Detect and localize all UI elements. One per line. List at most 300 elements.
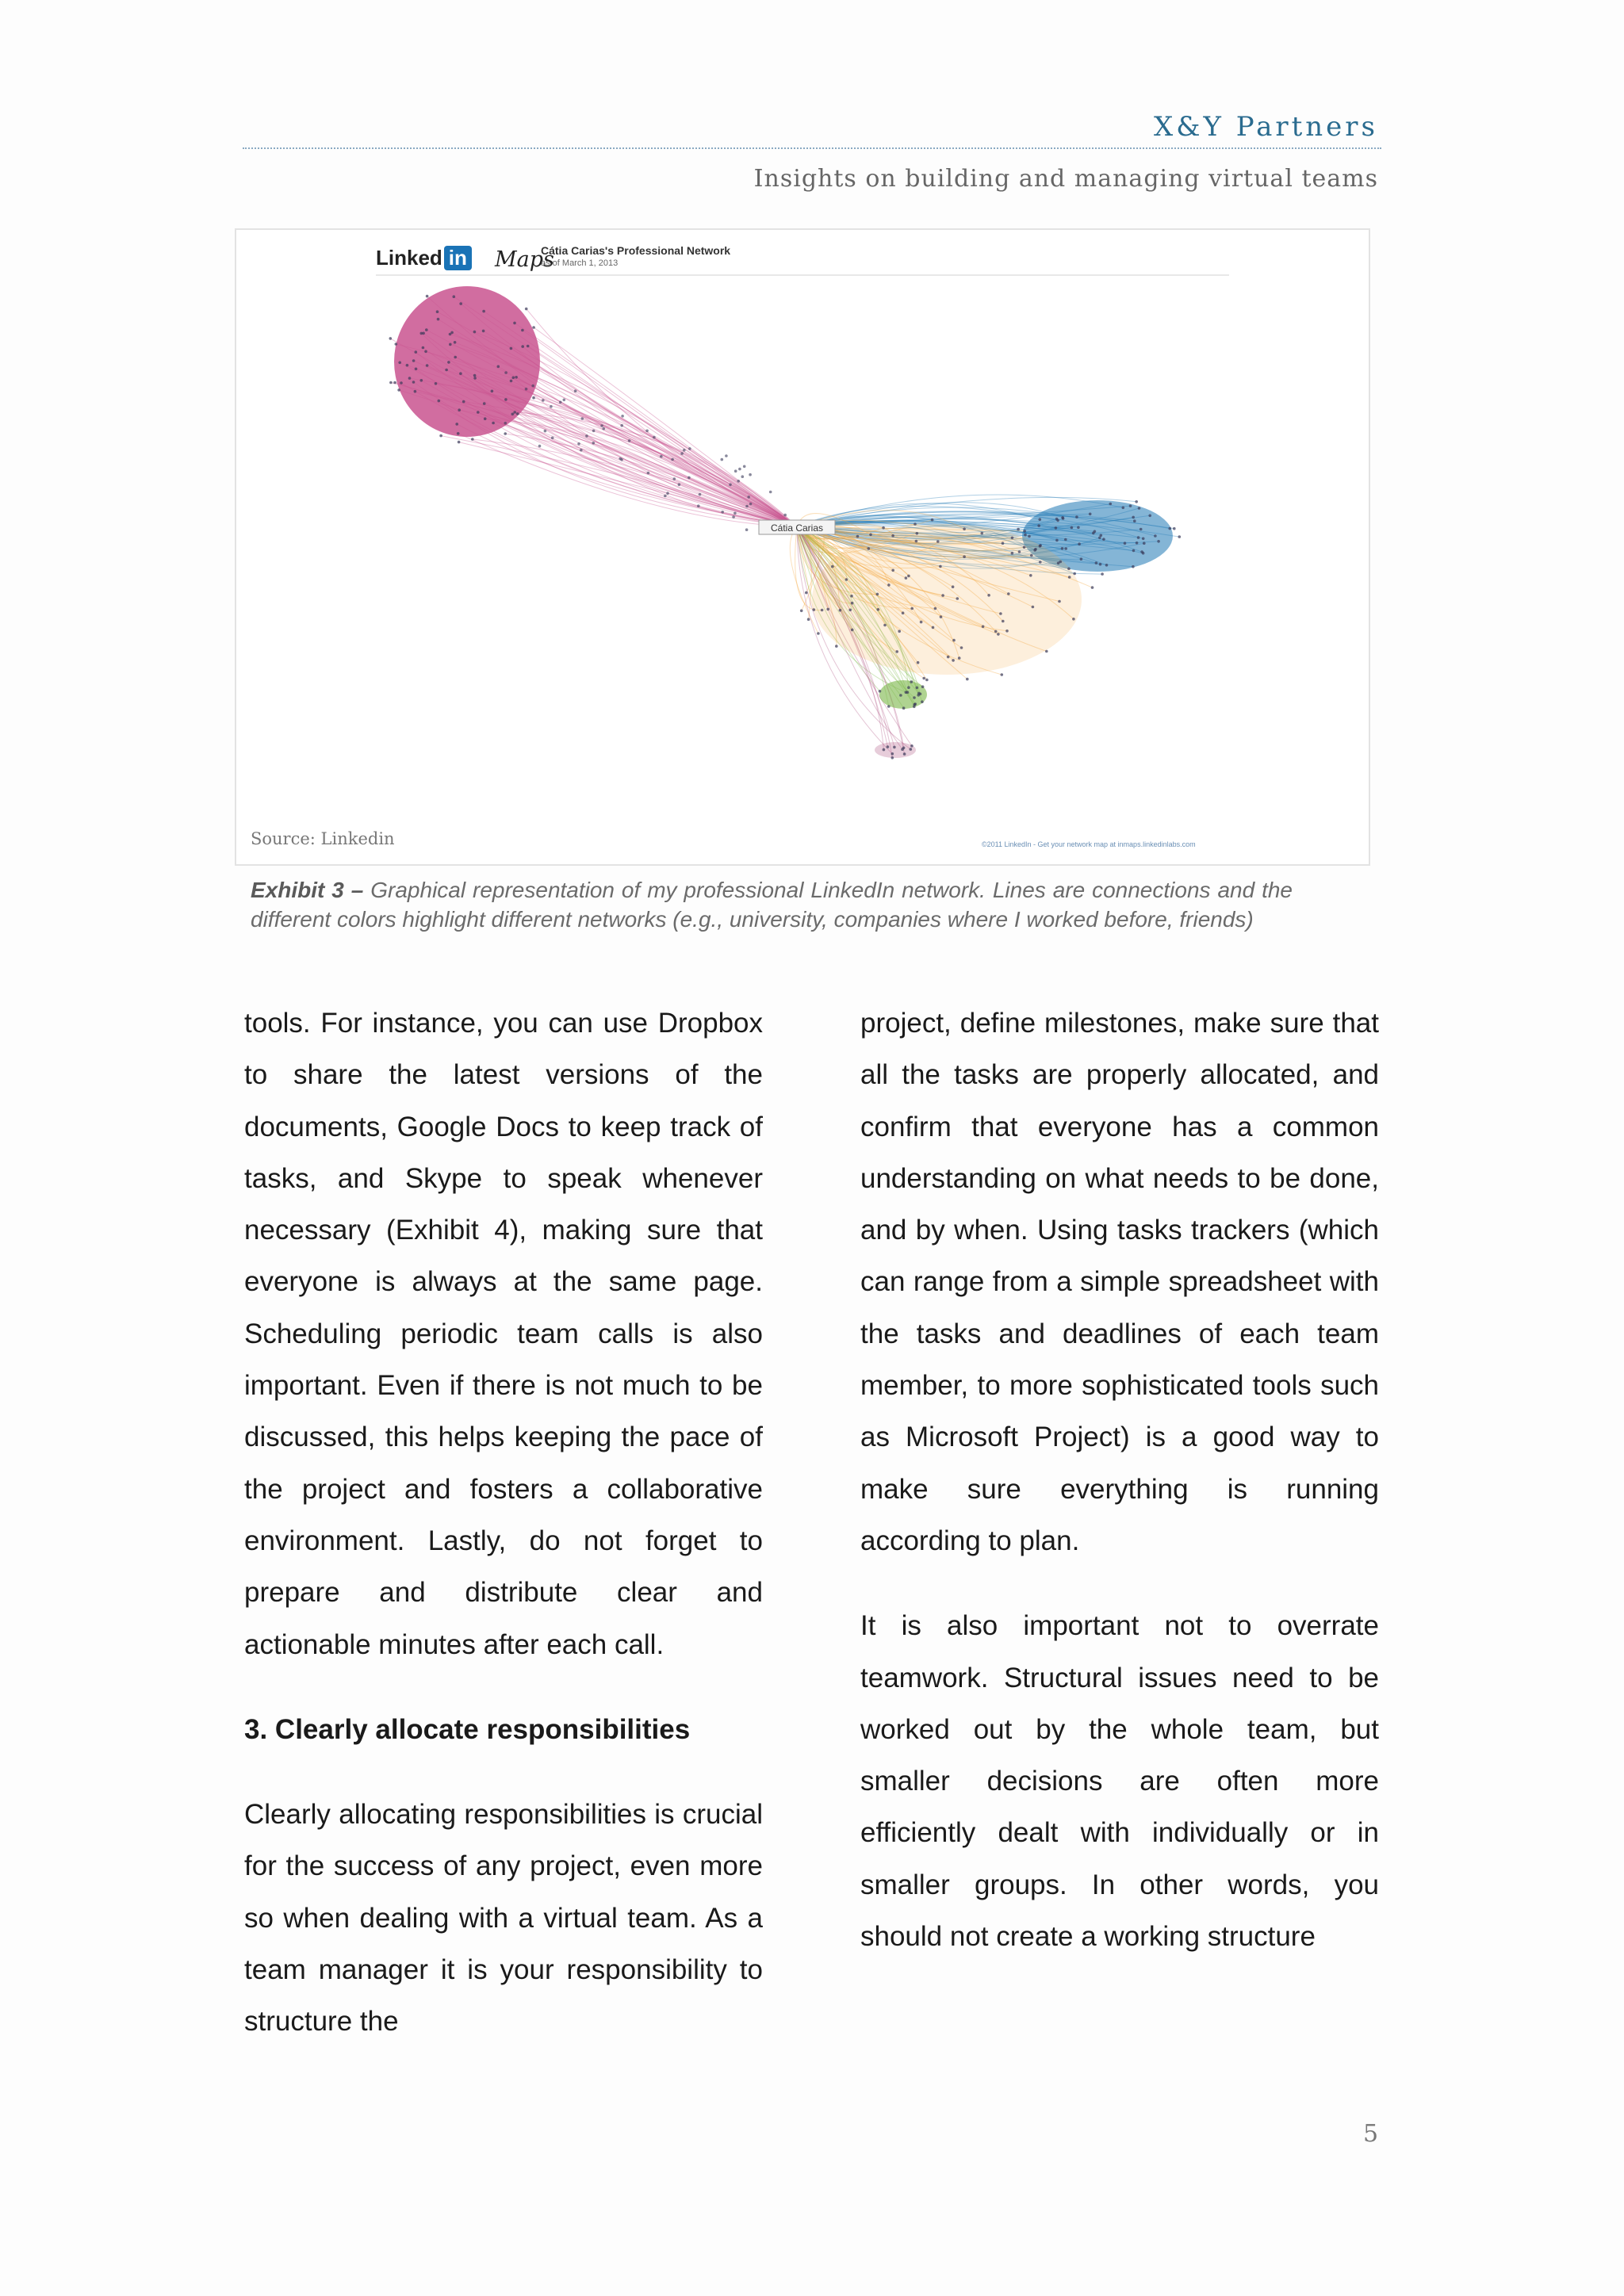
network-node xyxy=(447,361,450,364)
network-node xyxy=(688,476,691,480)
network-node xyxy=(426,295,429,298)
network-graph xyxy=(376,274,1229,861)
network-node xyxy=(513,322,516,325)
network-node xyxy=(966,678,969,681)
network-node xyxy=(913,696,916,699)
network-node xyxy=(462,400,465,404)
network-node xyxy=(389,381,393,385)
network-node xyxy=(1157,540,1160,543)
inmaps-footnote: ©2011 LinkedIn - Get your network map at inmaps.linkedinlabs.com xyxy=(982,840,1196,848)
network-node xyxy=(879,690,882,693)
network-node xyxy=(907,686,910,689)
network-node xyxy=(510,380,513,383)
network-node xyxy=(851,629,854,632)
network-node xyxy=(958,656,961,660)
network-node xyxy=(1154,534,1157,538)
network-node xyxy=(1137,536,1140,539)
network-node xyxy=(1017,528,1020,531)
network-node xyxy=(458,441,461,444)
network-node xyxy=(932,626,935,629)
network-node xyxy=(1095,561,1098,564)
network-node xyxy=(600,424,603,427)
network-node xyxy=(817,632,820,635)
network-node xyxy=(1055,518,1059,521)
network-node xyxy=(856,535,860,538)
network-node xyxy=(907,575,910,578)
network-node xyxy=(851,602,854,605)
network-node xyxy=(532,396,535,400)
network-node xyxy=(492,422,495,425)
network-node xyxy=(454,341,457,344)
network-node xyxy=(425,328,428,331)
network-node xyxy=(484,417,487,420)
network-node xyxy=(1100,534,1103,538)
header-divider xyxy=(243,147,1381,149)
network-node xyxy=(1061,516,1064,519)
network-node xyxy=(550,405,553,408)
network-node xyxy=(981,532,984,535)
network-node xyxy=(412,381,416,384)
network-node xyxy=(395,342,398,346)
network-node xyxy=(477,411,480,414)
network-node xyxy=(420,379,423,382)
network-node xyxy=(393,381,396,385)
network-node xyxy=(1064,547,1067,550)
network-node xyxy=(525,388,528,391)
network-node xyxy=(458,408,461,411)
network-node xyxy=(620,458,623,461)
network-node xyxy=(898,629,901,633)
network-node xyxy=(603,427,606,430)
network-node xyxy=(653,436,656,439)
network-node xyxy=(882,526,885,530)
network-node xyxy=(922,677,925,680)
network-node xyxy=(917,661,920,664)
network-node xyxy=(783,514,787,517)
network-node xyxy=(952,639,956,642)
network-node xyxy=(903,752,906,756)
network-node xyxy=(512,377,515,380)
network-node xyxy=(664,495,667,498)
network-node xyxy=(1028,535,1031,538)
network-node xyxy=(412,359,416,362)
network-node xyxy=(544,430,547,433)
right-column xyxy=(860,997,1379,1962)
network-node xyxy=(1061,547,1064,550)
network-node xyxy=(910,680,914,683)
network-node xyxy=(1140,550,1143,553)
network-node xyxy=(660,455,663,458)
network-node xyxy=(963,527,966,530)
center-node-label: Cátia Carias xyxy=(770,522,824,534)
network-node xyxy=(1122,507,1125,510)
network-node xyxy=(994,630,998,633)
network-node xyxy=(1099,563,1102,566)
network-node xyxy=(628,439,631,442)
network-node xyxy=(1067,568,1071,571)
network-node xyxy=(482,310,485,313)
network-node xyxy=(891,569,894,572)
network-node xyxy=(826,608,829,611)
network-node xyxy=(491,390,494,393)
network-node xyxy=(585,434,588,438)
network-node xyxy=(916,532,919,535)
network-node xyxy=(1024,534,1027,537)
network-node xyxy=(1045,650,1048,653)
network-node xyxy=(1018,550,1021,553)
network-node xyxy=(454,356,457,359)
network-node xyxy=(1002,541,1005,545)
network-node xyxy=(420,332,423,335)
left-paragraph-1: tools. For instance, you can use Dropbox to share the latest versions of the documents, Google Docs to keep track of tasks, and Skype to speak whenever necessary (Exhibit 4), making sure that everyone is always at the same page. Scheduling periodic team calls is also important. Even if there is not much to be discussed, this helps keeping the pace of the project and fosters a collaborative environment. Lastly, do not forget to prepare and distribute clear and actionable minutes after each call. xyxy=(244,1008,763,1660)
network-node xyxy=(678,483,681,486)
network-node xyxy=(721,511,724,514)
network-node xyxy=(883,748,886,752)
maps-wordmark: Maps xyxy=(495,247,554,272)
network-node xyxy=(397,388,400,392)
network-node xyxy=(805,591,808,595)
network-node xyxy=(1007,592,1010,595)
network-node xyxy=(1132,516,1135,519)
network-node xyxy=(1029,574,1032,577)
network-node xyxy=(1136,541,1139,545)
network-node xyxy=(835,645,838,648)
network-node xyxy=(749,473,752,476)
network-node xyxy=(666,492,669,495)
network-node xyxy=(960,646,963,649)
network-node xyxy=(473,374,477,377)
network-node xyxy=(473,331,477,334)
network-node xyxy=(1064,538,1067,541)
network-node xyxy=(1109,503,1113,506)
network-node xyxy=(673,477,676,480)
network-node xyxy=(905,576,908,580)
network-node xyxy=(902,747,906,750)
network-node xyxy=(592,430,596,433)
left-column xyxy=(244,997,763,2048)
network-node xyxy=(813,608,816,611)
network-node xyxy=(580,449,583,452)
exhibit-figure xyxy=(235,228,1370,866)
network-node xyxy=(1055,539,1059,542)
network-node xyxy=(473,377,477,380)
network-node xyxy=(471,438,474,441)
network-node xyxy=(435,382,438,385)
network-node xyxy=(504,422,508,425)
network-node xyxy=(1011,552,1014,555)
network-node xyxy=(415,350,418,354)
network-node xyxy=(1178,535,1182,538)
network-node xyxy=(939,565,942,568)
network-node xyxy=(891,756,894,760)
network-node xyxy=(504,398,508,401)
network-node xyxy=(680,452,684,455)
network-node xyxy=(1071,526,1074,530)
network-node xyxy=(1094,530,1097,534)
network-node xyxy=(769,491,772,494)
network-node xyxy=(800,610,803,613)
network-node xyxy=(521,329,524,332)
network-node xyxy=(982,626,985,629)
network-node xyxy=(745,528,749,531)
network-node xyxy=(1030,554,1033,557)
network-node xyxy=(931,519,934,522)
network-node xyxy=(850,595,853,598)
network-node xyxy=(734,469,737,473)
network-node xyxy=(914,703,917,706)
network-node xyxy=(449,333,452,336)
document-subtitle: Insights on building and managing virtual teams xyxy=(753,165,1378,193)
network-node xyxy=(869,534,872,537)
network-node xyxy=(422,346,425,350)
network-node xyxy=(1089,513,1092,516)
network-node xyxy=(941,594,944,597)
network-node xyxy=(987,594,990,597)
network-node xyxy=(821,609,824,612)
network-node xyxy=(845,578,848,581)
network-node xyxy=(738,468,741,471)
section-heading: 3. Clearly allocate responsibilities xyxy=(244,1713,691,1745)
network-node xyxy=(532,326,535,329)
network-node xyxy=(406,364,409,367)
network-node xyxy=(725,454,728,457)
network-node xyxy=(1032,606,1035,609)
network-node xyxy=(905,691,908,694)
network-map-date: as of March 1, 2013 xyxy=(541,258,619,268)
network-node xyxy=(445,369,448,372)
exhibit-source: Source: Linkedin xyxy=(251,829,395,848)
network-node xyxy=(1124,541,1127,545)
network-node xyxy=(887,584,891,587)
network-node xyxy=(459,372,462,375)
network-node xyxy=(1039,561,1042,564)
network-node xyxy=(1173,527,1176,530)
network-node xyxy=(436,310,439,313)
network-node xyxy=(697,504,700,507)
network-node xyxy=(581,417,584,420)
caption-text: Graphical representation of my professional LinkedIn network. Lines are connections and the different colors highlight different networks (e.g., university, companies where I worked before, friends) xyxy=(251,878,1293,932)
network-node xyxy=(415,368,418,371)
network-node xyxy=(531,385,534,388)
network-node xyxy=(741,475,745,478)
network-node xyxy=(1001,673,1004,676)
network-node xyxy=(1142,538,1145,541)
network-node xyxy=(424,350,427,354)
network-node xyxy=(1073,572,1076,576)
network-node xyxy=(1129,504,1132,507)
network-node xyxy=(504,432,507,435)
network-node xyxy=(910,748,913,751)
network-node xyxy=(899,694,902,697)
network-node xyxy=(910,744,914,748)
network-node xyxy=(1011,537,1014,540)
network-node xyxy=(1148,515,1151,518)
network-node xyxy=(408,377,412,380)
network-node xyxy=(504,371,508,374)
network-node xyxy=(729,484,732,487)
network-node xyxy=(538,445,542,448)
network-node xyxy=(1080,557,1083,561)
network-node xyxy=(521,345,524,348)
network-node xyxy=(920,621,923,624)
network-node xyxy=(1138,507,1141,510)
network-node xyxy=(482,330,485,333)
network-node xyxy=(919,693,922,696)
network-node xyxy=(559,401,562,404)
network-node xyxy=(749,503,753,506)
network-node xyxy=(877,608,880,611)
network-node xyxy=(1133,519,1136,522)
network-node xyxy=(914,522,917,526)
network-node xyxy=(1005,629,1009,633)
network-node xyxy=(647,472,650,475)
network-node xyxy=(895,650,898,653)
inmaps-header xyxy=(376,243,1229,276)
network-node xyxy=(483,402,486,405)
network-node xyxy=(516,412,519,415)
linkedin-wordmark: Linked xyxy=(376,246,442,270)
network-node xyxy=(887,745,890,748)
network-node xyxy=(915,540,918,543)
network-node xyxy=(398,362,401,365)
network-map-title: Cátia Carias's Professional Network xyxy=(541,244,731,257)
network-node xyxy=(1039,544,1042,547)
network-node xyxy=(921,685,925,688)
network-node xyxy=(831,565,834,568)
network-node xyxy=(876,593,879,596)
network-node xyxy=(688,447,691,450)
network-node xyxy=(671,458,674,461)
network-node xyxy=(839,609,842,612)
network-node xyxy=(910,607,914,610)
network-node xyxy=(439,434,442,438)
network-node xyxy=(1002,620,1005,623)
network-node xyxy=(1058,600,1061,603)
network-node xyxy=(1033,549,1036,552)
network-node xyxy=(868,547,871,550)
network-node xyxy=(515,376,518,379)
right-paragraph-1: project, define milestones, make sure that all the tasks are properly allocated, and confirm that everyone has a common understanding on what needs to be done, and by when. Using tasks trackers (which can range from a simple spreadsheet with the tasks and deadlines of each team member, to more sophisticated tools such as Microsoft Project) is a good way to make sure everything is running according to plan. xyxy=(860,1008,1379,1556)
network-node xyxy=(891,534,894,538)
network-node xyxy=(1023,530,1026,533)
network-node xyxy=(1077,526,1080,530)
network-node xyxy=(848,609,852,612)
network-node xyxy=(1055,526,1058,530)
network-node xyxy=(574,389,577,392)
network-node xyxy=(1169,527,1172,530)
network-node xyxy=(1023,545,1026,549)
network-node xyxy=(952,585,955,588)
network-node xyxy=(1091,586,1094,589)
network-node xyxy=(940,615,943,618)
network-node xyxy=(438,400,441,403)
network-node xyxy=(449,343,452,346)
network-node xyxy=(1101,572,1104,576)
network-node xyxy=(747,496,750,499)
network-node xyxy=(525,308,528,311)
network-node xyxy=(497,365,500,369)
network-node xyxy=(1068,576,1071,579)
caption-label: Exhibit 3 – xyxy=(251,878,364,902)
network-node xyxy=(743,465,746,469)
network-node xyxy=(807,618,810,621)
network-node xyxy=(1132,549,1136,553)
network-node xyxy=(510,347,513,350)
network-node xyxy=(1057,562,1060,565)
network-node xyxy=(511,413,515,416)
network-node xyxy=(925,679,929,682)
network-node xyxy=(459,302,462,305)
network-node xyxy=(389,337,393,340)
network-node xyxy=(1072,618,1075,621)
network-node xyxy=(737,480,740,483)
network-node xyxy=(883,624,887,627)
network-node xyxy=(620,424,623,427)
network-node xyxy=(1105,564,1109,567)
network-node xyxy=(1135,500,1138,503)
network-node xyxy=(577,442,580,446)
left-paragraph-2: Clearly allocating responsibilities is crucial for the success of any project, even more so when dealing with a virtual team. As a team manager it is your responsibility to structure the xyxy=(244,1799,763,2038)
network-node xyxy=(683,449,686,452)
network-node xyxy=(733,512,737,515)
network-node xyxy=(645,430,649,433)
network-node xyxy=(1143,541,1146,545)
network-node xyxy=(997,633,1000,636)
network-node xyxy=(1132,565,1135,568)
network-node xyxy=(963,555,966,558)
network-node xyxy=(947,656,950,659)
network-node xyxy=(426,364,429,367)
network-node xyxy=(455,423,458,426)
network-node xyxy=(887,705,891,708)
network-node xyxy=(956,597,959,600)
network-node xyxy=(745,505,749,508)
network-node xyxy=(437,318,440,321)
network-node xyxy=(952,659,955,662)
network-node xyxy=(936,540,940,543)
network-node xyxy=(621,415,624,418)
linkedin-logo xyxy=(376,246,472,270)
network-node xyxy=(721,458,724,461)
network-node xyxy=(453,295,456,298)
network-node xyxy=(934,607,937,610)
network-node xyxy=(902,706,906,710)
network-node xyxy=(1078,542,1081,545)
brand-name: X&Y Partners xyxy=(1154,111,1378,143)
network-node xyxy=(551,437,554,440)
network-node xyxy=(699,493,702,496)
network-node xyxy=(999,612,1002,615)
linkedin-in-badge: in xyxy=(444,246,472,270)
network-node xyxy=(921,700,924,703)
network-node xyxy=(1039,518,1042,521)
network-node xyxy=(563,399,566,402)
network-node xyxy=(916,687,919,690)
exhibit-caption xyxy=(251,875,1293,934)
network-node xyxy=(1102,538,1105,541)
network-node xyxy=(592,442,596,445)
network-node xyxy=(1139,528,1143,531)
network-node xyxy=(1075,515,1078,519)
network-node xyxy=(414,390,417,393)
page-number: 5 xyxy=(1363,2120,1379,2148)
network-node xyxy=(513,411,516,414)
network-node xyxy=(457,432,460,435)
network-node xyxy=(527,345,530,348)
network-node xyxy=(732,515,735,519)
network-node xyxy=(893,746,896,749)
network-node xyxy=(542,399,545,402)
